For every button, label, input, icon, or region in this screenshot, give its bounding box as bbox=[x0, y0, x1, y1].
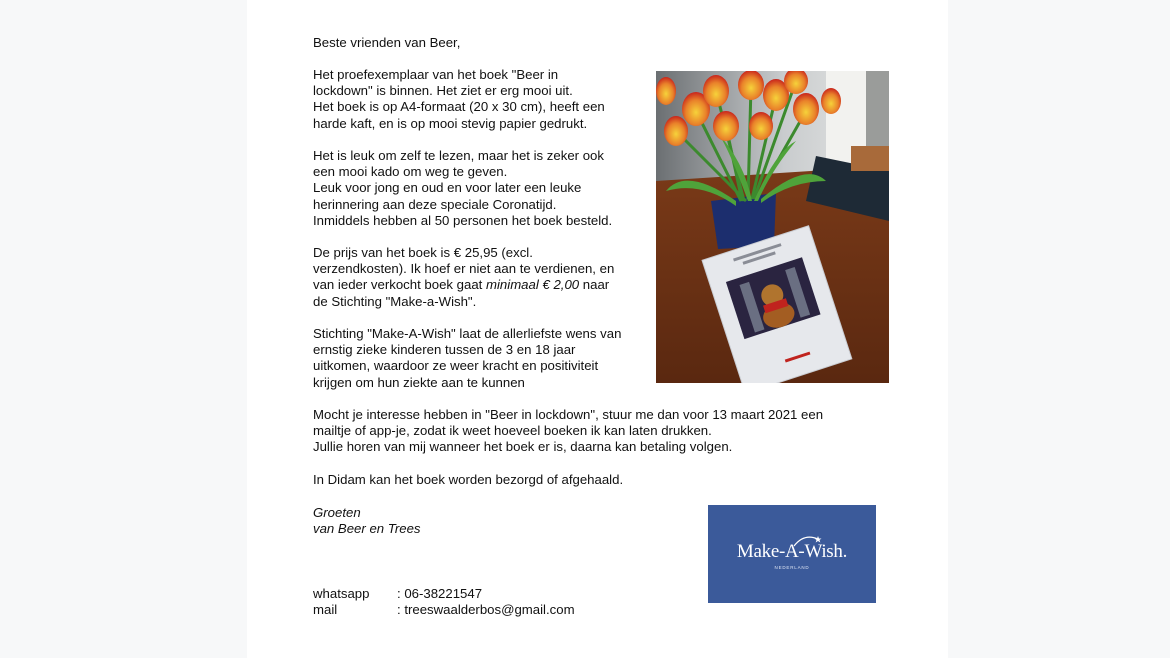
paragraph-1 bbox=[313, 67, 605, 132]
p3-line: De prijs van het boek is € 25,95 (excl. bbox=[313, 245, 533, 260]
p2-line: Inmiddels hebben al 50 personen het boek besteld. bbox=[313, 212, 613, 228]
p2-line: een mooi kado om weg te geven. bbox=[313, 164, 508, 180]
paragraph-5 bbox=[313, 407, 823, 456]
p5-line: Jullie horen van mij wanneer het boek er is, daarna kan betaling volgen. bbox=[313, 439, 733, 455]
contact-whatsapp bbox=[313, 586, 482, 602]
make-a-wish-logo bbox=[708, 505, 876, 603]
p1-line: lockdown" is binnen. Het ziet er erg mooi uit. bbox=[313, 83, 573, 99]
paragraph-4 bbox=[313, 326, 621, 391]
paragraph-6: In Didam kan het boek worden bezorgd of afgehaald. bbox=[313, 472, 624, 487]
p2-line: Leuk voor jong en oud en voor later een leuke bbox=[313, 180, 582, 196]
tulips-and-book-photo bbox=[656, 71, 889, 383]
closing-signature: van Beer en Trees bbox=[313, 521, 421, 536]
logo-wordmark: Make-A-Wish. bbox=[736, 541, 848, 562]
p4-line: uitkomen, waardoor ze weer kracht en positiviteit bbox=[313, 358, 599, 374]
mail-address: : treeswaalderbos@gmail.com bbox=[397, 602, 575, 617]
p5-line: mailtje of app-je, zodat ik weet hoeveel boeken ik kan laten drukken. bbox=[313, 423, 712, 439]
p4-line: Stichting "Make-A-Wish" laat de allerliefste wens van bbox=[313, 326, 622, 341]
p3-text: van ieder verkocht boek gaat bbox=[313, 277, 487, 293]
mail-label: mail bbox=[313, 602, 338, 617]
whatsapp-number: : 06-38221547 bbox=[397, 586, 483, 601]
p3-line: verzendkosten). Ik hoef er niet aan te verdienen, en bbox=[313, 261, 615, 277]
p2-line: herinnering aan deze speciale Coronatijd. bbox=[313, 196, 557, 212]
p4-line: ernstig zieke kinderen tussen de 3 en 18 jaar bbox=[313, 342, 576, 358]
minimum-amount: minimaal € 2,00 bbox=[486, 277, 580, 293]
p3-text: naar bbox=[579, 277, 610, 293]
p1-line: harde kaft, en is op mooi stevig papier gedrukt. bbox=[313, 115, 588, 131]
paragraph-2 bbox=[313, 148, 612, 229]
contact-mail bbox=[313, 602, 575, 618]
floor bbox=[851, 146, 889, 171]
p1-line: Het boek is op A4-formaat (20 x 30 cm), heeft een bbox=[313, 99, 605, 115]
whatsapp-label: whatsapp bbox=[313, 586, 370, 601]
p1-line: Het proefexemplaar van het boek "Beer in bbox=[313, 67, 559, 82]
p4-line: krijgen om hun ziekte aan te kunnen bbox=[313, 374, 525, 390]
p5-line: Mocht je interesse hebben in "Beer in lockdown", stuur me dan voor 13 maart 2021 een bbox=[313, 407, 824, 422]
p3-line: de Stichting "Make-a-Wish". bbox=[313, 293, 477, 309]
paragraph-3 bbox=[313, 245, 614, 310]
p2-line: Het is leuk om zelf te lezen, maar het is zeker ook bbox=[313, 148, 604, 163]
greeting: Beste vrienden van Beer, bbox=[313, 35, 461, 50]
logo-subtitle: NEDERLAND bbox=[774, 565, 810, 570]
p3-line bbox=[313, 277, 614, 293]
photo-illustration bbox=[656, 71, 889, 383]
closing-greeting: Groeten bbox=[313, 505, 361, 520]
